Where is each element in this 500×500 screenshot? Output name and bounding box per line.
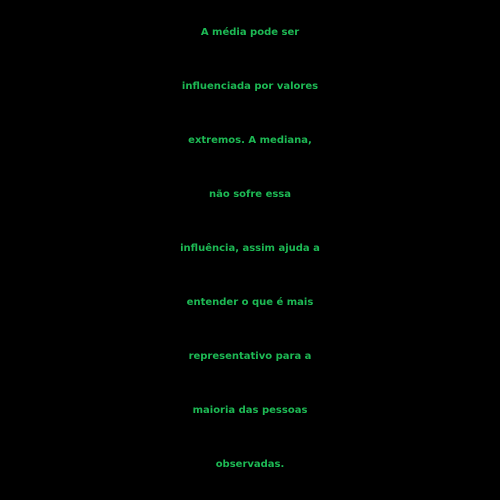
quote-line: não sofre essa — [208, 189, 292, 200]
quote-line: influenciada por valores — [181, 81, 319, 92]
quote-line: influência, assim ajuda a — [180, 243, 320, 254]
quote-line: extremos. A mediana, — [188, 135, 312, 146]
quote-line: observadas. — [215, 459, 285, 470]
quote-line: representativo para a — [188, 351, 312, 362]
quote-line: A média pode ser — [200, 27, 300, 38]
quote-line: entender o que é mais — [186, 297, 314, 308]
quote-line: maioria das pessoas — [192, 405, 308, 416]
quote-text — [0, 6, 500, 492]
